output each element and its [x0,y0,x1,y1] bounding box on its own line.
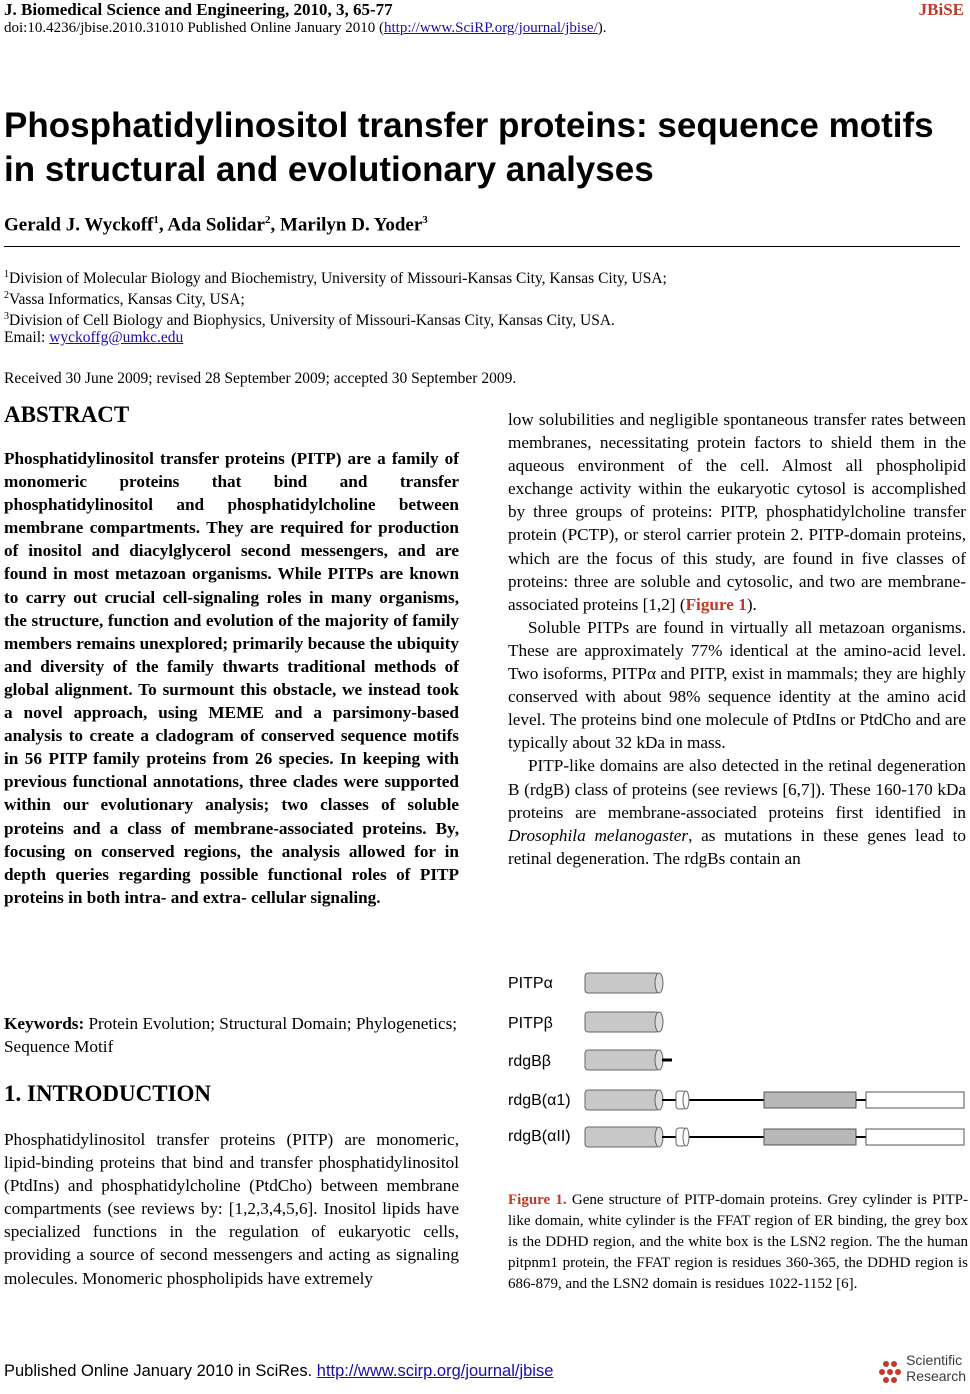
ddhd-box [764,1129,856,1145]
author-name: Ada Solidar [167,214,265,236]
affiliation-text: Division of Molecular Biology and Biochemistry, University of Missouri-Kansas City, Kansas City, USA; [9,270,667,288]
keywords-text: Protein Evolution; Structural Domain; Phylogenetics; Sequence Motif [4,1014,458,1056]
figure-row-label: rdgBβ [508,1053,551,1070]
species-name: Drosophila melanogaster [508,825,689,845]
keywords [4,1012,459,1058]
figure-row-label: PITPα [508,975,553,992]
author-sup: 1 [153,214,159,226]
body-paragraph [508,408,966,616]
title-divider [4,246,960,247]
figure-row-label: PITPβ [508,1015,553,1032]
ffat-cylinder [676,1128,689,1146]
logo-text [906,1352,966,1384]
journal-citation: J. Biomedical Science and Engineering, 2010, 3, 65-77 [4,0,393,19]
scientific-research-logo-icon [878,1356,908,1393]
pitp-domain-cylinder [585,1127,663,1147]
body-paragraph: Soluble PITPs are found in virtually all metazoan organisms. These are approximately 77% identical at the amino-acid level. Two isoforms, PITPα and PITP, exist in mammals; they are highly conserved with about 98% sequence identity at the amino acid level. The proteins bind one molecule of PtdIns or PtdCho and are typically about 32 kDa in mass. [508,617,966,753]
journal-brand: JBiSE [918,0,964,19]
affiliation-sup: 3 [4,311,9,322]
pitp-domain-cylinder [585,1090,663,1110]
pitp-domain-cylinder [585,1012,663,1032]
email-label: Email: [4,329,50,346]
footer-text: Published Online January 2010 in SciRes. [4,1362,317,1380]
author-sup: 3 [422,214,428,226]
doi-end: ). [597,20,607,36]
logo-line: Research [906,1368,966,1384]
abstract-text: Phosphatidylinositol transfer proteins (PITP) are a family of monomeric proteins that bind and transfer phosphatidylinositol and phosphatidylcholine between membrane compartments. They are required for production of inositol and diacylglycerol second messengers, and are found in most metazoan organisms. While PITPs are known to carry out crucial cell-signaling roles in many organisms, the structure, function and evolution of the majority of family members remains unexplored; primarily because the ubiquity and diversity of the family thwarts traditional methods of global alignment. To surmount this obstacle, we instead took a novel approach, using MEME and a parsimony-based analysis to create a cladogram of conserved sequence motifs in 56 PITP family proteins from 26 species. In keeping with previous functional annotations, three clades were supported within our evolutionary analysis; two classes of soluble proteins and a class of membrane-associated proteins. By, focusing on conserved regions, the analysis allowed for in depth queries regarding possible functional roles of PITP proteins in both intra- and extra- cellular signaling. [4,449,459,907]
right-column-text [508,408,966,870]
paragraph-text: ). [746,594,757,614]
email-link[interactable]: wyckoffg@umkc.edu [49,329,184,346]
affiliation-sup: 2 [4,290,9,301]
author-list: Gerald J. Wyckoff$^1$, Ada Solidar$^2$, Marilyn D. Yoder$^3$ [4,214,428,236]
paragraph-text: PITP-like domains are also detected in the retinal degeneration B (rdgB) class of proteins (see reviews [6,7]). These 160-170 kDa proteins are membrane-associated proteins first identified in [508,756,966,822]
figure-row-label: rdgB(α1) [508,1092,571,1109]
figure-reference-link[interactable]: Figure 1 [685,594,747,614]
affiliation-sup: 1 [4,269,9,280]
affiliation-text: Division of Cell Biology and Biophysics, University of Missouri-Kansas City, Kansas City, USA. [9,312,615,330]
footer [4,1362,553,1381]
caption-text: Gene structure of PITP-domain proteins. Grey cylinder is PITP-like domain, white cylinder is the FFAT region of ER binding, the grey box is the DDHD region, and the white box is the LSN2 region. The the human pitpnm1 protein, the FFAT region is residues 360-365, the DDHD region is 686-879, and the LSN2 domain is residues 1022-1152 [6]. [508,1192,968,1292]
journal-url-link[interactable]: http://www.SciRP.org/journal/jbise/ [383,20,598,36]
doi-line [4,20,607,37]
email-line [4,327,183,349]
keywords-label: Keywords: [4,1014,85,1033]
affiliation-text: Vassa Informatics, Kansas City, USA; [9,291,245,309]
paragraph-text: low solubilities and negligible spontaneous transfer rates between membranes, necessitating protein factors to shield them in the aqueous environment of the cell. Almost all phospholipid exchange activity within the eukaryotic cytosol is accomplished by three groups of proteins: PITP, phosphatidylcholine transfer protein (PCTP), or sterol carrier protein 2. PITP-domain proteins, which are the focus of this study, are found in five classes of proteins: three are soluble and cytosolic, and two are membrane-associated proteins [1,2] ( [508,410,966,614]
author-sup: 2 [264,214,271,226]
abstract-heading: ABSTRACT [4,402,130,427]
author-name: Gerald J. Wyckoff [4,214,154,236]
ffat-cylinder [676,1091,689,1109]
lsn2-box [866,1092,964,1108]
ddhd-box [764,1092,856,1108]
footer-link[interactable]: http://www.scirp.org/journal/jbise [316,1362,554,1380]
intro-paragraph: Phosphatidylinositol transfer proteins (PITP) are monomeric, lipid-binding proteins that bind and transfer phosphatidylinositol (PtdIns) and phosphatidylcholine (PtdCho) between membrane compartments (see reviews by: [1,2,3,4,5,6]. Inositol lipids have specialized functions in the regulation of eukaryotic cells, providing a source of second messengers and acting as signaling molecules. Monomeric phospholipids have extremely [4,1130,459,1288]
pitp-domain-cylinder [585,973,663,993]
received-dates: Received 30 June 2009; revised 28 September 2009; accepted 30 September 2009. [4,370,517,387]
figure-caption [508,1190,968,1295]
figure-row-label: rdgB(αII) [508,1128,571,1145]
caption-label: Figure 1. [508,1192,567,1208]
paragraph-text: , as mutations in these genes lead to retinal degeneration. The rdgBs contain an [508,825,966,868]
intro-heading: 1. INTRODUCTION [4,1081,212,1106]
paper-title: Phosphatidylinositol transfer proteins: sequence motifs in structural and evolutionary analyses [4,106,934,189]
gene-structure-figure [580,966,970,1156]
lsn2-box [866,1129,964,1145]
pitp-domain-cylinder [585,1050,663,1070]
doi-text: doi:10.4236/jbise.2010.31010 Published Online January 2010 ( [4,20,384,36]
author-name: Marilyn D. Yoder [279,214,423,236]
logo-line: Scientific [906,1352,963,1368]
body-paragraph [508,754,966,869]
